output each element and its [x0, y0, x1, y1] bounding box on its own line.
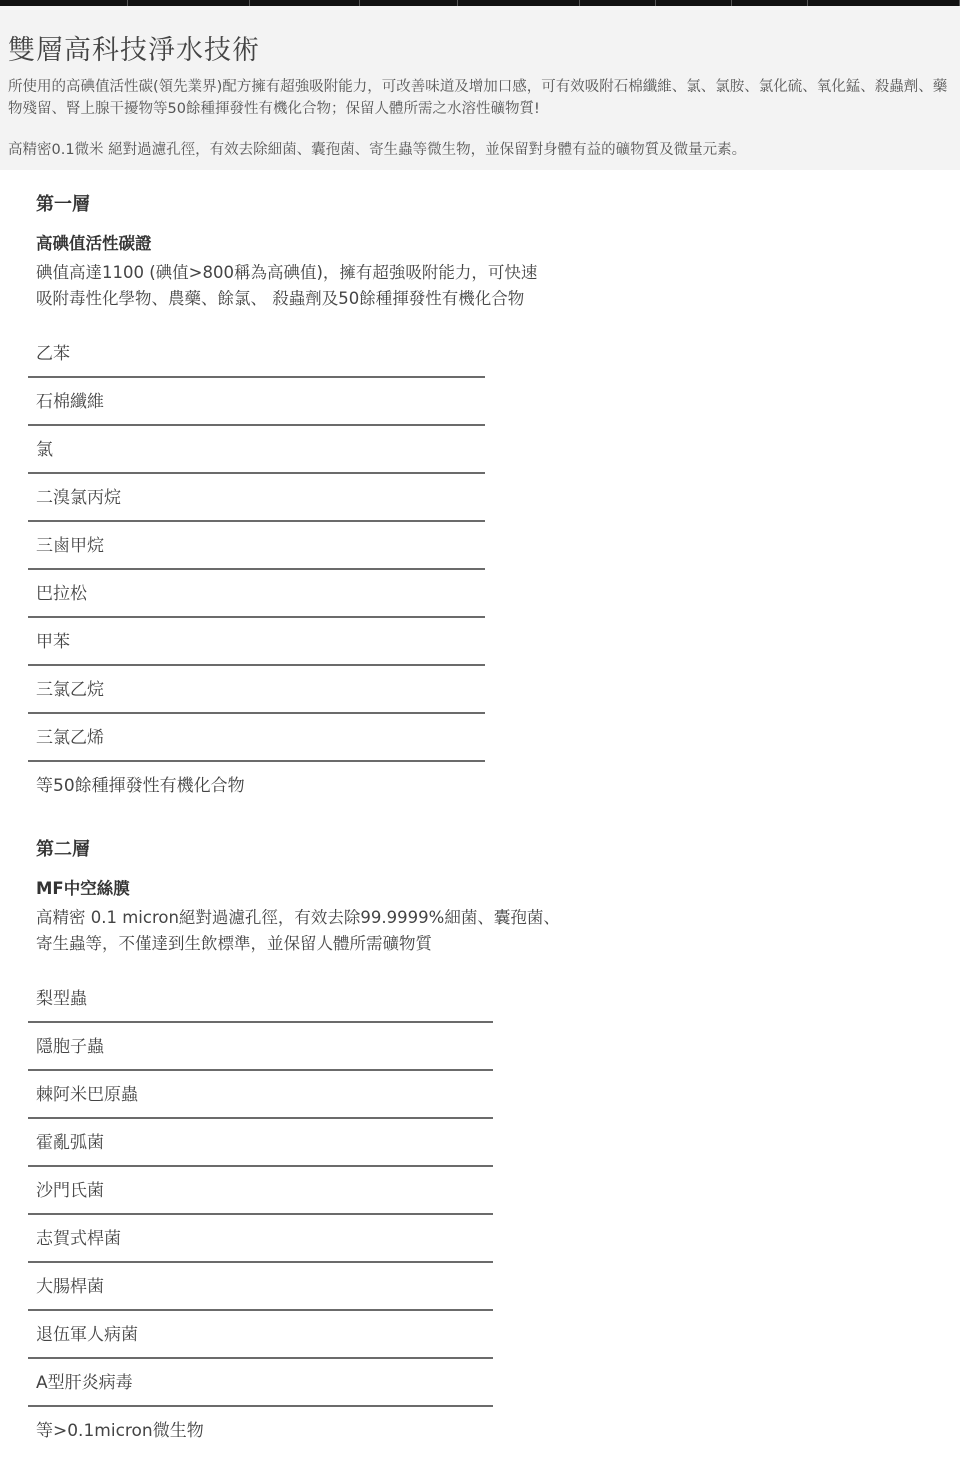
- list-item: 等50餘種揮發性有機化合物: [36, 776, 245, 796]
- list-item: 甲苯: [28, 618, 485, 666]
- layer-one-heading: 第一層: [36, 194, 90, 215]
- layer-one-description: [36, 260, 537, 312]
- list-item: 梨型蟲: [28, 975, 493, 1023]
- list-item: 三氯乙烷: [28, 666, 485, 714]
- list-item: 志賀式桿菌: [28, 1215, 493, 1263]
- list-item: 等>0.1micron微生物: [36, 1421, 204, 1441]
- list-item: 隱胞子蟲: [28, 1023, 493, 1071]
- layer-two-section: [36, 835, 560, 957]
- list-item: 大腸桿菌: [28, 1263, 493, 1311]
- layer-two-description: [36, 905, 560, 957]
- list-item: 退伍軍人病菌: [28, 1311, 493, 1359]
- list-item: 三氯乙烯: [28, 714, 485, 762]
- list-item: A型肝炎病毒: [28, 1359, 493, 1407]
- list-item: 霍亂弧菌: [28, 1119, 493, 1167]
- list-item: 沙門氏菌: [28, 1167, 493, 1215]
- intro-paragraph-membrane: 高精密0.1微米 絕對過濾孔徑，有效去除細菌、囊孢菌、寄生蟲等微生物，並保留對身體有益的礦物質及微量元素。: [8, 142, 747, 158]
- layer-one-contaminant-list: [28, 330, 485, 810]
- intro-paragraph-carbon: 所使用的高碘值活性碳(領先業界)配方擁有超強吸附能力，可改善味道及增加口感，可有效吸附石棉纖維、氯、氯胺、氯化硫、氧化錳、殺蟲劑、藥物殘留、腎上腺干擾物等50餘種揮發性有機化合物；保留人體所需之水溶性礦物質!: [8, 79, 948, 117]
- list-item: 乙苯: [28, 330, 485, 378]
- layer-two-microbe-list: [28, 975, 493, 1455]
- page-title: 雙層高科技淨水技術: [8, 35, 260, 66]
- layer-two-desc-line-1: 高精密 0.1 micron絕對過濾孔徑，有效去除99.9999%細菌、囊孢菌、: [36, 908, 560, 927]
- layer-two-heading: 第二層: [36, 839, 90, 860]
- list-item: 棘阿米巴原蟲: [28, 1071, 493, 1119]
- list-item: 石棉纖維: [28, 378, 485, 426]
- layer-one-section: [36, 190, 537, 312]
- layer-one-subheading: 高碘值活性碳證: [36, 234, 152, 253]
- list-item: 巴拉松: [28, 570, 485, 618]
- layer-one-desc-line-1: 碘值高達1100 (碘值>800稱為高碘值)，擁有超強吸附能力，可快速: [36, 263, 538, 282]
- list-item: 氯: [28, 426, 485, 474]
- layer-one-desc-line-2: 吸附毒性化學物、農藥、餘氯、 殺蟲劑及50餘種揮發性有機化合物: [36, 289, 525, 308]
- intro-panel: [0, 6, 960, 170]
- layer-two-subheading: MF中空絲膜: [36, 879, 130, 898]
- layer-two-desc-line-2: 寄生蟲等，不僅達到生飲標準，並保留人體所需礦物質: [36, 934, 432, 953]
- list-item: 三鹵甲烷: [28, 522, 485, 570]
- list-item: 二溴氯丙烷: [28, 474, 485, 522]
